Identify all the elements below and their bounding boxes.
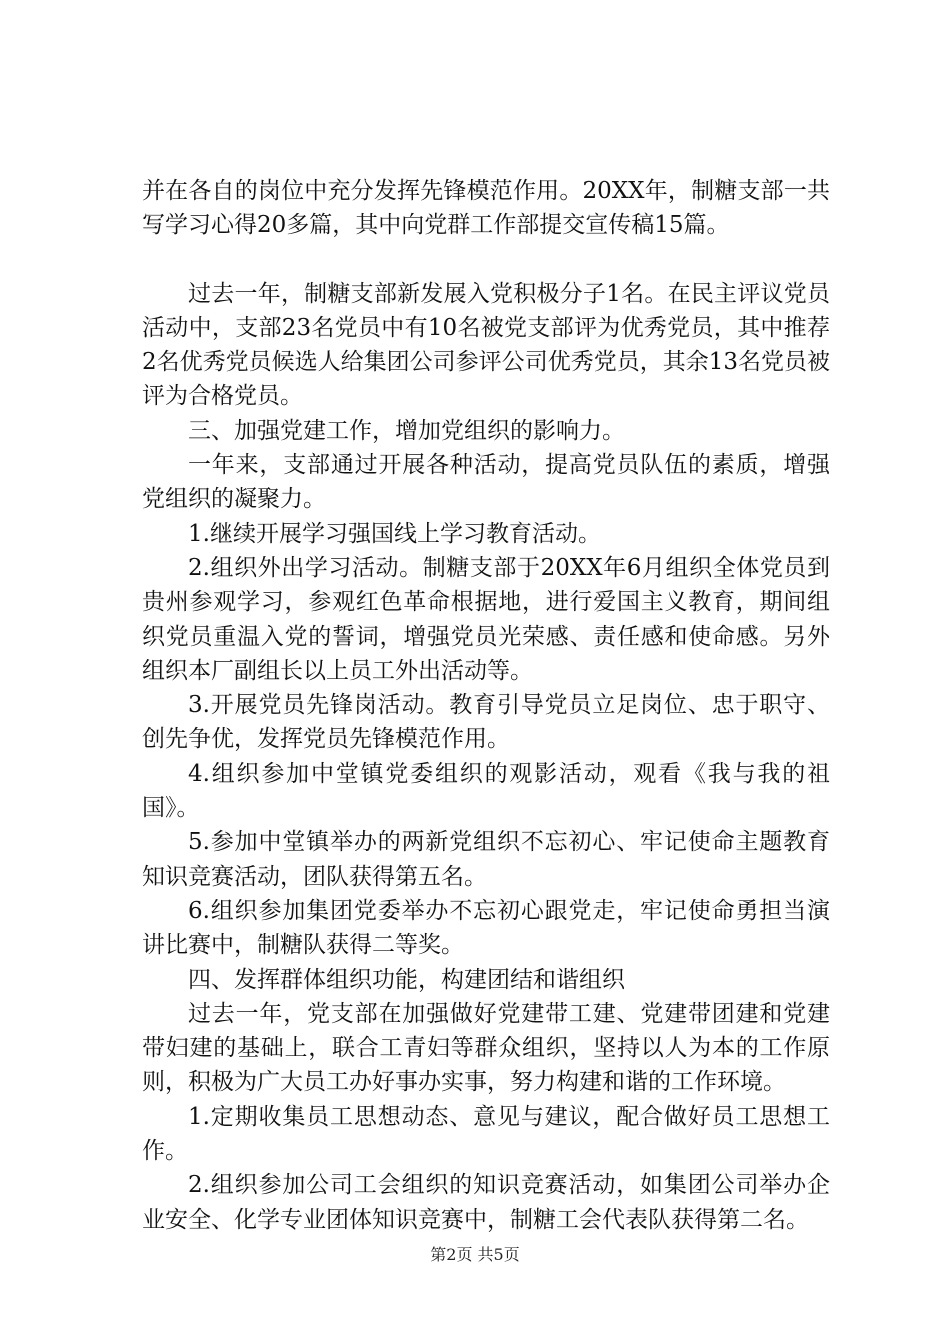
list-item-3: 3.开展党员先锋岗活动。教育引导党员立足岗位、忠于职守、创先争优，发挥党员先锋模范作用。 xyxy=(142,692,830,753)
paragraph-continuation: 并在各自的岗位中充分发挥先锋模范作用。20XX年，制糖支部一共写学习心得20多篇，其中向党群工作部提交宣传稿15篇。 xyxy=(142,178,830,239)
list-item-1: 1.继续开展学习强国线上学习教育活动。 xyxy=(188,520,601,547)
page-number-footer: 第2页 共5页 xyxy=(430,1245,520,1264)
paragraph-activities-intro: 一年来，支部通过开展各种活动，提高党员队伍的素质，增强党组织的凝聚力。 xyxy=(142,452,830,513)
group-list-item-2: 2.组织参加公司工会组织的知识竞赛活动，如集团公司举办企业安全、化学专业团体知识竞赛中，制糖工会代表队获得第二名。 xyxy=(142,1172,830,1233)
paragraph-group-organizations: 过去一年，党支部在加强做好党建带工建、党建带团建和党建带妇建的基础上，联合工青妇等群众组织，坚持以人为本的工作原则，积极为广大员工办好事办实事，努力构建和谐的工作环境。 xyxy=(142,1000,830,1096)
document-body xyxy=(142,174,830,1237)
paragraph-new-members: 过去一年，制糖支部新发展入党积极分子1名。在民主评议党员活动中，支部23名党员中有10名被党支部评为优秀党员，其中推荐2名优秀党员候选人给集团公司参评公司优秀党员，其余13名党员被评为合格党员。 xyxy=(142,280,830,410)
list-item-4: 4.组织参加中堂镇党委组织的观影活动，观看《我与我的祖国》。 xyxy=(142,760,830,822)
section-heading-three: 三、加强党建工作，增加党组织的影响力。 xyxy=(188,417,625,444)
section-heading-four: 四、发挥群体组织功能，构建团结和谐组织 xyxy=(188,966,625,993)
list-item-6: 6.组织参加集团党委举办不忘初心跟党走，牢记使命勇担当演讲比赛中，制糖队获得二等奖。 xyxy=(142,897,830,959)
group-list-item-1: 1.定期收集员工思想动态、意见与建议，配合做好员工思想工作。 xyxy=(142,1103,830,1165)
list-item-2: 2.组织外出学习活动。制糖支部于20XX年6月组织全体党员到贵州参观学习，参观红色革命根据地，进行爱国主义教育，期间组织党员重温入党的誓词，增强党员光荣感、责任感和使命感。另外组织本厂副组长以上员工外出活动等。 xyxy=(142,554,830,684)
list-item-5: 5.参加中堂镇举办的两新党组织不忘初心、牢记使命主题教育知识竞赛活动，团队获得第五名。 xyxy=(142,829,830,890)
